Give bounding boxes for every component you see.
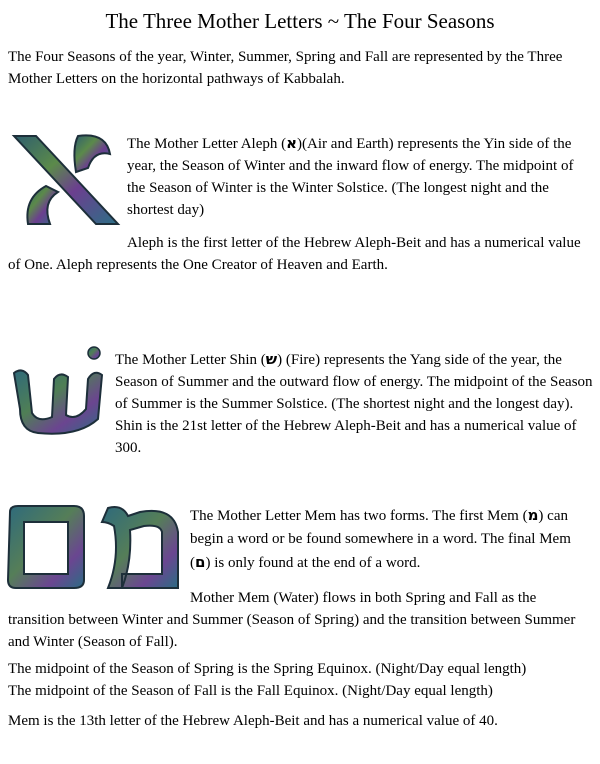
mem-paragraph-1: The Mother Letter Mem has two forms. The first Mem (מ) can begin a word or be found somewhere in a word. The final Mem (ם) is only found at the end of a word. [190,506,571,571]
aleph-letter-icon [6,128,124,232]
mem-paragraph-3 [8,658,598,702]
mem-letters-icon [4,502,184,590]
mem-final-glyph: ם [195,553,206,571]
mem-paragraph-4: Mem is the 13th letter of the Hebrew Aleph-Beit and has a numerical value of 40. [8,713,498,729]
fall-equinox-line: The midpoint of the Season of Fall is the Fall Equinox. (Night/Day equal length) [8,683,493,699]
shin-letter-icon [8,345,112,439]
shin-glyph: ש [265,350,278,368]
mem-paragraph-2: Mother Mem (Water) flows in both Spring and Fall as the transition between Winter and Summer (Season of Spring) and the transition between Summer and Winter (Season of Fall). [8,590,576,650]
aleph-paragraph-1: The Mother Letter Aleph (א)(Air and Earth) represents the Yin side of the year, the Season of Winter and the inward flow of energy. The midpoint of the Season of Winter is the Winter Solstice. (The longest night and the shortest day) [127,134,574,218]
shin-paragraph: The Mother Letter Shin (ש) (Fire) represents the Yang side of the year, the Season of Summer and the outward flow of energy. The midpoint of the Season of Summer is the Summer Solstice. (The shortest night and the longest day). Shin is the 21st letter of the Hebrew Aleph-Beit and has a numerical value of 300. [115,350,593,456]
aleph-paragraph-2: Aleph is the first letter of the Hebrew Aleph-Beit and has a numerical value of One. Aleph represents the One Creator of Heaven and Earth. [8,235,581,273]
spring-equinox-line: The midpoint of the Season of Spring is the Spring Equinox. (Night/Day equal length) [8,661,527,677]
mem-first-glyph: מ [527,506,539,524]
aleph-glyph: א [286,134,298,152]
page-title: The Three Mother Letters ~ The Four Seasons [105,9,495,33]
intro-paragraph: The Four Seasons of the year, Winter, Summer, Spring and Fall are represented by the Three Mother Letters on the horizontal pathways of Kabbalah. [8,49,563,87]
